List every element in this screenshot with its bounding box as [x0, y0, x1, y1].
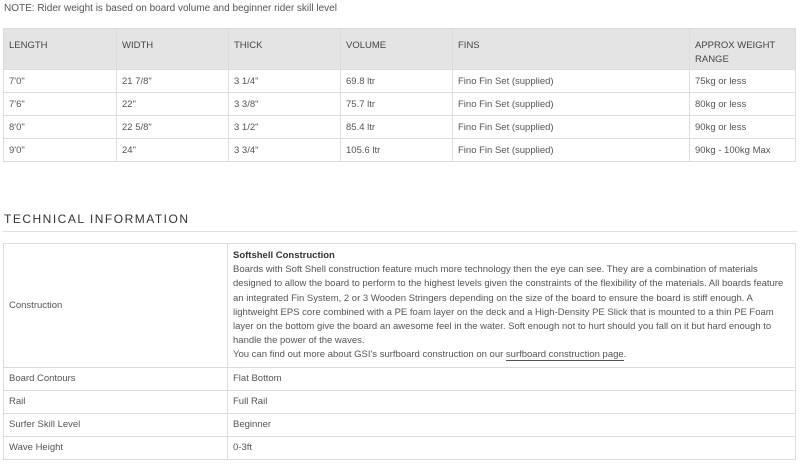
table-row: [4, 93, 796, 116]
cell-length: 7'6": [4, 93, 117, 116]
construction-title: Softshell Construction: [233, 250, 335, 261]
cell-fins: Fino Fin Set (supplied): [453, 139, 690, 162]
construction-more-suffix: .: [623, 349, 627, 361]
cell-length: 9'0": [4, 139, 117, 162]
cell-fins: Fino Fin Set (supplied): [453, 70, 690, 93]
cell-thick: 3 3/8": [229, 93, 341, 116]
cell-thick: 3 1/4": [229, 70, 341, 93]
header-thick: THICK: [229, 29, 341, 70]
table-row: [4, 244, 796, 368]
cell-volume: 75.7 ltr: [341, 93, 453, 116]
cell-length: 7'0": [4, 70, 117, 93]
table-row: [4, 436, 796, 459]
technical-information-heading: TECHNICAL INFORMATION: [4, 212, 190, 226]
construction-label: Construction: [4, 244, 228, 368]
wave-height-label: Wave Height: [4, 436, 228, 459]
cell-weight: 90kg - 100kg Max: [690, 139, 796, 162]
board-contours-label: Board Contours: [4, 367, 228, 390]
header-volume: VOLUME: [341, 29, 453, 70]
header-length: LENGTH: [4, 29, 117, 70]
table-row: [4, 116, 796, 139]
rail-label: Rail: [4, 390, 228, 413]
table-row: [4, 413, 796, 436]
cell-width: 22 5/8": [117, 116, 229, 139]
surfer-skill-level-value: Beginner: [228, 413, 796, 436]
cell-width: 24": [117, 139, 229, 162]
table-row: [4, 70, 796, 93]
table-row: [4, 139, 796, 162]
cell-weight: 90kg or less: [690, 116, 796, 139]
construction-more-prefix: You can find out more about GSI's surfboard construction on our: [233, 349, 506, 361]
cell-volume: 69.8 ltr: [341, 70, 453, 93]
header-weight-range: APPROX WEIGHT RANGE: [690, 29, 796, 70]
cell-width: 21 7/8": [117, 70, 229, 93]
table-row: [4, 390, 796, 413]
construction-details: [228, 244, 796, 368]
cell-volume: 105.6 ltr: [341, 139, 453, 162]
construction-body: Boards with Soft Shell construction feature much more technology then the eye can see. They are a combination of materials designed to allow the board to perform to the highest levels given the constraints of the flexibility of the materials. All boards feature an integrated Fin System, 2 or 3 Wooden Stringers depending on the size of the board to ensure the board is stiff enough. A lightweight EPS core combined with a PE foam layer on the deck and a High-Density PE Slick that is mounted to a thin PE Foam layer on the bottom give the board an awesome feel in the water. Soft enough not to hurt should you fall on it but hard enough to handle the power of the waves.: [233, 264, 784, 347]
table-row: [4, 367, 796, 390]
board-spec-table: [3, 28, 796, 162]
surfboard-construction-link[interactable]: surfboard construction page: [505, 349, 624, 361]
cell-weight: 75kg or less: [690, 70, 796, 93]
surfer-skill-level-label: Surfer Skill Level: [4, 413, 228, 436]
cell-thick: 3 3/4": [229, 139, 341, 162]
cell-weight: 80kg or less: [690, 93, 796, 116]
cell-fins: Fino Fin Set (supplied): [453, 116, 690, 139]
header-fins: FINS: [453, 29, 690, 70]
rider-weight-note: NOTE: Rider weight is based on board volume and beginner rider skill level: [4, 3, 337, 14]
cell-width: 22": [117, 93, 229, 116]
cell-fins: Fino Fin Set (supplied): [453, 93, 690, 116]
cell-thick: 3 1/2": [229, 116, 341, 139]
wave-height-value: 0-3ft: [228, 436, 796, 459]
board-contours-value: Flat Bottom: [228, 367, 796, 390]
construction-more: [233, 348, 790, 362]
section-divider: [3, 231, 797, 232]
cell-length: 8'0": [4, 116, 117, 139]
header-width: WIDTH: [117, 29, 229, 70]
rail-value: Full Rail: [228, 390, 796, 413]
cell-volume: 85.4 ltr: [341, 116, 453, 139]
spec-header-row: [4, 29, 796, 70]
technical-info-table: [3, 243, 796, 460]
